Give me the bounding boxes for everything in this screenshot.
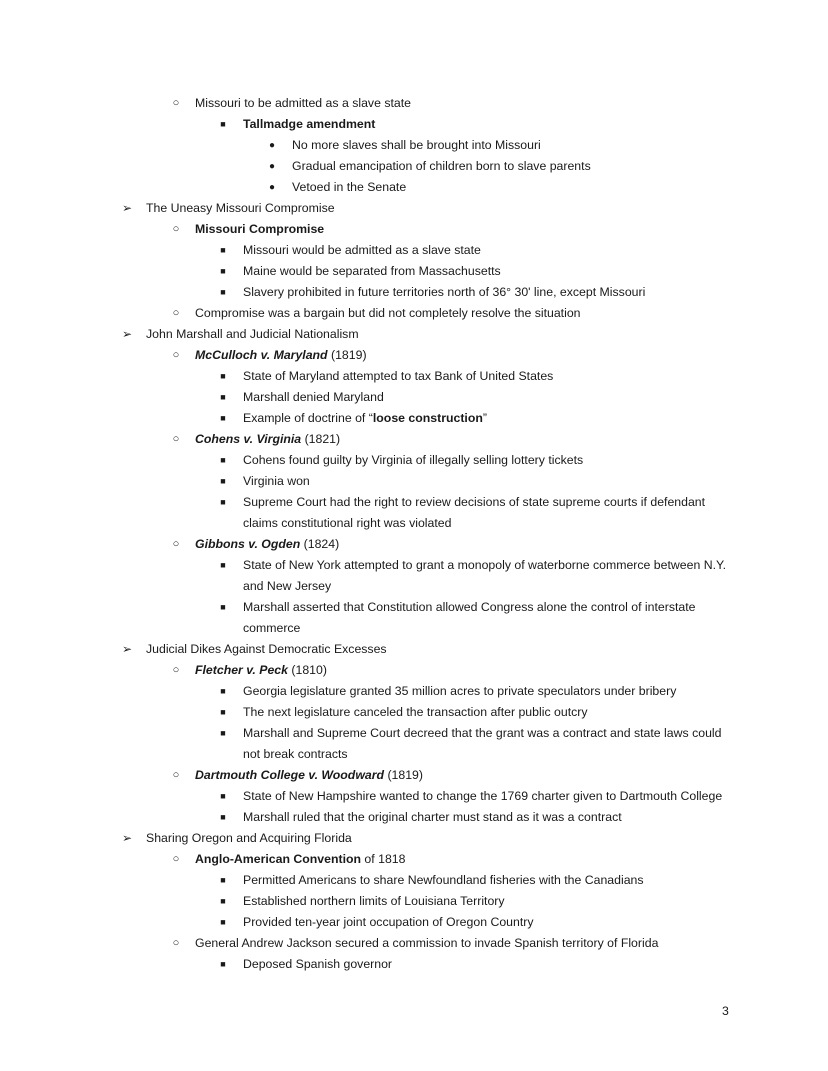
hollow-circle-bullet-icon: ○ (172, 307, 180, 319)
list-item: ○ Anglo-American Convention of 1818 (0, 849, 828, 870)
hollow-circle-bullet-icon: ○ (172, 937, 180, 949)
square-bullet-icon: ■ (220, 875, 226, 885)
hollow-circle-bullet-icon: ○ (172, 433, 180, 445)
square-bullet-icon: ■ (220, 959, 226, 969)
list-item: ■ Tallmadge amendment (0, 114, 828, 135)
hollow-circle-bullet-icon: ○ (172, 853, 180, 865)
page-number: 3 (722, 1004, 729, 1018)
hollow-circle-bullet-icon: ○ (172, 664, 180, 676)
list-item: ■ Virginia won (0, 471, 828, 492)
document-body (0, 93, 828, 975)
list-item: ■ Deposed Spanish governor (0, 954, 828, 975)
list-item: ○ Missouri to be admitted as a slave state (0, 93, 828, 114)
list-item: ■ Provided ten-year joint occupation of Oregon Country (0, 912, 828, 933)
square-bullet-icon: ■ (220, 686, 226, 696)
square-bullet-icon: ■ (220, 371, 226, 381)
list-item: ■ Missouri would be admitted as a slave state (0, 240, 828, 261)
list-item: ○ McCulloch v. Maryland (1819) (0, 345, 828, 366)
square-bullet-icon: ■ (220, 119, 226, 129)
square-bullet-icon: ■ (220, 245, 226, 255)
list-item: ■ Established northern limits of Louisiana Territory (0, 891, 828, 912)
list-item: ■ Marshall and Supreme Court decreed that the grant was a contract and state laws could (0, 723, 828, 744)
square-bullet-icon: ■ (220, 476, 226, 486)
square-bullet-icon: ■ (220, 497, 226, 507)
hollow-circle-bullet-icon: ○ (172, 349, 180, 361)
list-item: ○ Gibbons v. Ogden (1824) (0, 534, 828, 555)
section-heading: ➢ John Marshall and Judicial Nationalism (0, 324, 828, 345)
list-item: ○ Cohens v. Virginia (1821) (0, 429, 828, 450)
list-item: ■ Marshall ruled that the original charter must stand as it was a contract (0, 807, 828, 828)
dot-bullet-icon: ● (268, 182, 276, 193)
list-item: ○ General Andrew Jackson secured a commission to invade Spanish territory of Florida (0, 933, 828, 954)
arrow-bullet-icon: ➢ (121, 642, 133, 656)
hollow-circle-bullet-icon: ○ (172, 538, 180, 550)
square-bullet-icon: ■ (220, 896, 226, 906)
square-bullet-icon: ■ (220, 266, 226, 276)
dot-bullet-icon: ● (268, 161, 276, 172)
hollow-circle-bullet-icon: ○ (172, 769, 180, 781)
square-bullet-icon: ■ (220, 455, 226, 465)
hollow-circle-bullet-icon: ○ (172, 97, 180, 109)
square-bullet-icon: ■ (220, 707, 226, 717)
list-item: ■ Cohens found guilty by Virginia of illegally selling lottery tickets (0, 450, 828, 471)
list-item-continuation: commerce (243, 621, 301, 635)
list-item: ○ Missouri Compromise (0, 219, 828, 240)
list-item: ● No more slaves shall be brought into Missouri (0, 135, 828, 156)
square-bullet-icon: ■ (220, 602, 226, 612)
list-item-continuation: claims constitutional right was violated (243, 516, 452, 530)
arrow-bullet-icon: ➢ (121, 831, 133, 845)
list-item: ○ Dartmouth College v. Woodward (1819) (0, 765, 828, 786)
square-bullet-icon: ■ (220, 287, 226, 297)
list-item: ■ Georgia legislature granted 35 million acres to private speculators under bribery (0, 681, 828, 702)
list-item: ■ State of New Hampshire wanted to change the 1769 charter given to Dartmouth College (0, 786, 828, 807)
square-bullet-icon: ■ (220, 413, 226, 423)
square-bullet-icon: ■ (220, 392, 226, 402)
list-item: ■ Marshall asserted that Constitution allowed Congress alone the control of interstate (0, 597, 828, 618)
dot-bullet-icon: ● (268, 140, 276, 151)
list-item: ○ Fletcher v. Peck (1810) (0, 660, 828, 681)
section-heading: ➢ Judicial Dikes Against Democratic Excesses (0, 639, 828, 660)
hollow-circle-bullet-icon: ○ (172, 223, 180, 235)
list-item: ■ Supreme Court had the right to review decisions of state supreme courts if defendant (0, 492, 828, 513)
list-item: ■ Marshall denied Maryland (0, 387, 828, 408)
list-item: ● Gradual emancipation of children born to slave parents (0, 156, 828, 177)
list-item: ■ Example of doctrine of “loose construction” (0, 408, 828, 429)
square-bullet-icon: ■ (220, 917, 226, 927)
square-bullet-icon: ■ (220, 560, 226, 570)
list-item: ■ Maine would be separated from Massachusetts (0, 261, 828, 282)
list-item: ■ State of New York attempted to grant a monopoly of waterborne commerce between N.Y. (0, 555, 828, 576)
square-bullet-icon: ■ (220, 728, 226, 738)
list-item: ■ The next legislature canceled the transaction after public outcry (0, 702, 828, 723)
list-item: ■ Permitted Americans to share Newfoundland fisheries with the Canadians (0, 870, 828, 891)
square-bullet-icon: ■ (220, 812, 226, 822)
square-bullet-icon: ■ (220, 791, 226, 801)
list-item: ■ State of Maryland attempted to tax Bank of United States (0, 366, 828, 387)
arrow-bullet-icon: ➢ (121, 201, 133, 215)
list-item-continuation: and New Jersey (243, 579, 332, 593)
section-heading: ➢ The Uneasy Missouri Compromise (0, 198, 828, 219)
arrow-bullet-icon: ➢ (121, 327, 133, 341)
list-item: ○ Compromise was a bargain but did not completely resolve the situation (0, 303, 828, 324)
section-heading: ➢ Sharing Oregon and Acquiring Florida (0, 828, 828, 849)
list-item: ■ Slavery prohibited in future territories north of 36° 30' line, except Missouri (0, 282, 828, 303)
list-item: ● Vetoed in the Senate (0, 177, 828, 198)
list-item-continuation: not break contracts (243, 747, 348, 761)
